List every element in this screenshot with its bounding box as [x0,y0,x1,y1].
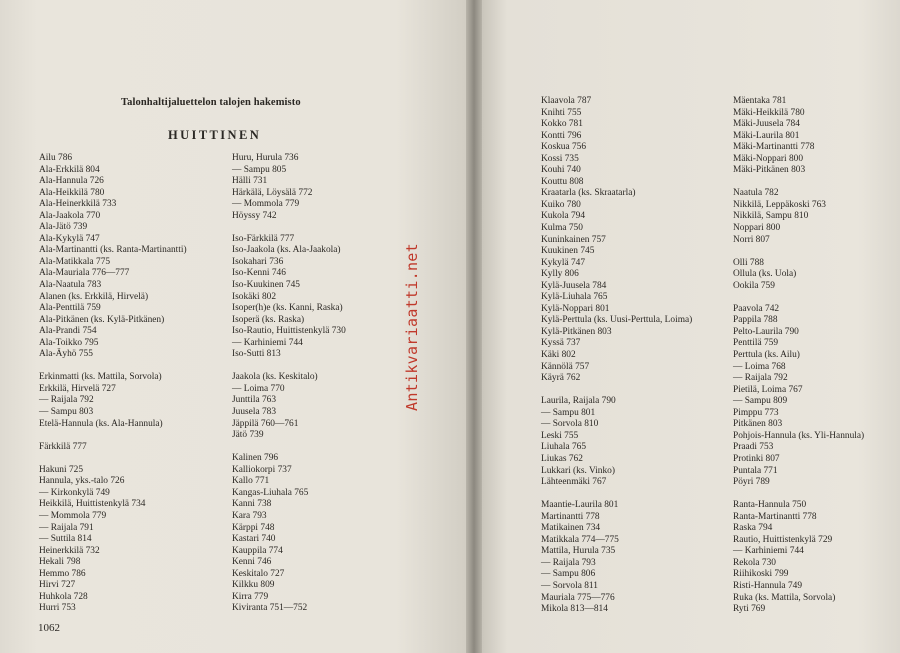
index-entry: Kontti 796 [541,130,582,141]
index-entry: Kylä-Juusela 784 [541,280,607,291]
watermark: Antikvariaatti.net [403,243,421,411]
index-entry: Klaavola 787 [541,96,592,106]
index-entry: Kauppila 774 [232,545,283,556]
book-gutter [466,0,482,653]
index-entry: Ala-Toikko 795 [39,337,99,348]
index-entry: Ruka (ks. Mattila, Sorvola) [733,592,836,603]
index-entry: Kyssä 737 [541,338,581,349]
index-entry: Ala-Erkkilä 804 [39,164,100,175]
index-entry: Isokäki 802 [232,291,277,302]
index-entry: Mäki-Martinantti 778 [733,142,815,153]
index-entry: Kylä-Perttula (ks. Uusi-Perttula, Loima) [541,315,693,326]
index-entry: Etelä-Hannula (ks. Ala-Hannula) [39,418,163,429]
index-entry: Kossi 735 [541,153,579,164]
index-entry: — Loima 768 [733,361,786,372]
index-entry: Mauriala 775—776 [541,592,615,603]
index-entry: — Mommola 779 [39,510,107,521]
index-entry: Mäki-Noppari 800 [733,153,804,164]
index-entry: Kokko 781 [541,119,583,130]
index-entry: — Sampu 801 [541,407,596,418]
index-entry: Ala-Penttilä 759 [39,303,101,314]
entry-gap [733,177,864,189]
index-entry: Nikkilä, Leppäkoski 763 [733,199,826,210]
entry-gap [733,292,864,304]
index-entry: Kastari 740 [232,534,276,545]
index-entry: Knihti 755 [541,107,582,118]
index-entry: Erkkilä, Hirvelä 727 [39,383,116,394]
index-entry: Mikola 813—814 [541,604,608,615]
index-entry: Ala-Prandi 754 [39,326,97,337]
index-entry: Kraatarla (ks. Skraatarla) [541,188,636,199]
index-entry: Pietilä, Loima 767 [733,384,803,395]
index-entry: Ollula (ks. Uola) [733,269,797,280]
index-entry: Ala-Matikkala 775 [39,256,111,267]
index-entry: Ala-Äyhö 755 [39,349,93,360]
index-entry: Käyrä 762 [541,373,581,384]
index-entry: Huru, Hurula 736 [232,153,299,163]
index-entry: Koskua 756 [541,142,587,153]
index-entry: Kuninkainen 757 [541,234,606,245]
index-entry: Iso-Kenni 746 [232,268,286,279]
index-entry: Ala-Heikkilä 780 [39,187,105,198]
index-entry: Olli 788 [733,257,764,268]
index-entry: Hannula, yks.-talo 726 [39,476,125,487]
index-entry: Kalliokorpi 737 [232,464,292,475]
index-entry: Iso-Sutti 813 [232,349,281,360]
index-entry: Kukola 794 [541,211,586,222]
index-entry: Iso-Kuukinen 745 [232,280,300,291]
index-entry: Ala-Hannula 726 [39,176,104,187]
index-entry: Kärppi 748 [232,522,275,533]
index-entry: Kylä-Noppari 801 [541,303,610,314]
index-entry: Ala-Pitkänen (ks. Kylä-Pitkänen) [39,314,165,325]
index-entry: Isoperä (ks. Raska) [232,314,305,325]
index-entry: — Sampu 805 [232,164,287,175]
index-entry: Noppari 800 [733,223,781,234]
index-entry: — Karhiniemi 744 [733,546,804,557]
section-heading: HUITTINEN [168,128,262,142]
index-entry: Protinki 807 [733,453,780,464]
index-entry: Jäppilä 760—761 [232,418,299,429]
index-entry: Ailu 786 [39,153,73,163]
index-entry: Nikkilä, Sampu 810 [733,211,809,222]
index-entry: Isoper(h)e (ks. Kanni, Raska) [232,303,343,314]
index-entry: Ala-Mauriala 776—777 [39,268,130,279]
index-entry: Hurri 753 [39,603,76,614]
index-entry: — Loima 770 [232,383,285,394]
index-entry: Jätö 739 [232,430,264,441]
right-page [482,0,900,653]
index-entry: Lukkari (ks. Vinko) [541,465,615,476]
index-entry: — Kirkonkylä 749 [39,487,110,498]
index-entry: Hekali 798 [39,557,81,568]
index-entry: Ala-Jaakola 770 [39,210,101,221]
index-entry: Kännölä 757 [541,361,590,372]
index-column-left-1 [39,153,187,615]
index-entry: Iso-Färkkilä 777 [232,233,295,244]
index-entry: Ranta-Martinantti 778 [733,511,817,522]
entry-gap [541,385,692,397]
index-entry: — Sampu 806 [541,569,596,580]
index-entry: Färkkilä 777 [39,441,87,452]
index-entry: Rekola 730 [733,557,776,568]
index-entry: Huhkola 728 [39,591,88,602]
index-entry: Juusela 783 [232,407,277,418]
index-entry: Ala-Kykylä 747 [39,233,100,244]
index-entry: Matikainen 734 [541,523,601,534]
index-entry: Pimppu 773 [733,407,779,418]
index-entry: — Sorvola 811 [541,580,598,591]
index-entry: Kouhi 740 [541,165,581,176]
index-entry: Mäki-Laurila 801 [733,130,800,141]
index-entry: Hakuni 725 [39,464,84,475]
index-entry: — Karhiniemi 744 [232,337,303,348]
index-entry: Riihikoski 799 [733,569,789,580]
index-entry: Pappila 788 [733,315,778,326]
index-entry: Kylä-Pitkänen 803 [541,326,612,337]
index-entry: Hirvi 727 [39,580,76,591]
index-entry: Keskitalo 727 [232,568,285,579]
index-entry: Kykylä 747 [541,257,586,268]
page-number: 1062 [38,622,60,634]
index-entry: Ookila 759 [733,280,775,291]
index-column-left-2 [232,153,346,615]
index-column-right-1 [541,96,692,616]
index-entry: Matikkala 774—775 [541,534,619,545]
index-entry: Liuhala 765 [541,442,587,453]
entry-gap [39,361,187,373]
index-entry: — Suttila 814 [39,534,92,545]
index-entry: Lähteenmäki 767 [541,477,607,488]
index-entry: Heinerkkilä 732 [39,545,100,556]
entry-gap [232,442,346,454]
index-entry: Heikkilä, Huittistenkylä 734 [39,499,146,510]
index-entry: — Raijala 791 [39,522,94,533]
index-column-right-2 [733,96,864,616]
index-entry: — Sorvola 810 [541,419,599,430]
index-entry: Kulma 750 [541,223,583,234]
index-entry: Isokahari 736 [232,256,284,267]
index-entry: Kenni 746 [232,557,272,568]
index-entry: Kanni 738 [232,499,272,510]
index-entry: Iso-Rautio, Huittistenkylä 730 [232,326,346,337]
index-entry: Erkinmatti (ks. Mattila, Sorvola) [39,372,162,383]
index-entry: — Sampu 809 [733,396,788,407]
index-entry: Penttilä 759 [733,338,779,349]
index-entry: Naatula 782 [733,188,779,199]
index-entry: Kallo 771 [232,476,270,487]
index-entry: — Raijala 792 [733,373,788,384]
index-entry: Hemmo 786 [39,568,86,579]
index-entry: Norri 807 [733,234,770,245]
entry-gap [541,489,692,501]
index-entry: Ala-Naatula 783 [39,280,102,291]
index-entry: Praadi 753 [733,442,774,453]
index-entry: Käki 802 [541,350,576,361]
entry-gap [733,246,864,258]
index-entry: Raska 794 [733,523,773,534]
entry-gap [232,222,346,234]
index-entry: Laurila, Raijala 790 [541,396,616,407]
index-entry: Mäki-Juusela 784 [733,119,800,130]
entry-gap [39,430,187,442]
index-entry: Hälli 731 [232,176,268,187]
index-entry: Kuukinen 745 [541,246,595,257]
index-entry: Martinantti 778 [541,511,600,522]
index-entry: Kilkku 809 [232,580,275,591]
index-entry: Kuiko 780 [541,199,581,210]
index-entry: Pohjois-Hannula (ks. Yli-Hannula) [733,430,865,441]
entry-gap [39,453,187,465]
index-entry: — Raijala 793 [541,557,596,568]
index-entry: Ala-Heinerkkilä 733 [39,199,117,210]
index-entry: Mäki-Pitkänen 803 [733,165,806,176]
index-entry: Kalinen 796 [232,453,279,464]
page-title: Talonhaltijaluettelon talojen hakemisto [121,97,301,108]
index-entry: Leski 755 [541,430,579,441]
entry-gap [232,361,346,373]
index-entry: Iso-Jaakola (ks. Ala-Jaakola) [232,245,341,256]
index-entry: Ranta-Hannula 750 [733,500,807,511]
index-entry: Junttila 763 [232,395,277,406]
index-entry: Paavola 742 [733,303,780,314]
index-entry: — Mommola 779 [232,199,300,210]
index-entry: Rautio, Huittistenkylä 729 [733,534,833,545]
index-entry: Mäki-Heikkilä 780 [733,107,805,118]
index-entry: Pelto-Laurila 790 [733,326,799,337]
index-entry: Kylä-Liuhala 765 [541,292,608,303]
index-entry: Höyssy 742 [232,210,277,221]
index-entry: Risti-Hannula 749 [733,580,803,591]
index-entry: Pitkänen 803 [733,419,783,430]
index-entry: Perttula (ks. Ailu) [733,350,800,361]
index-entry: Mattila, Hurula 735 [541,546,616,557]
index-entry: Jaakola (ks. Keskitalo) [232,372,318,383]
index-entry: Maantie-Laurila 801 [541,500,619,511]
index-entry: Mäentaka 781 [733,96,787,106]
index-entry: Kangas-Liuhala 765 [232,487,309,498]
index-entry: Kirra 779 [232,591,269,602]
index-entry: Ala-Martinantti (ks. Ranta-Martinantti) [39,245,187,256]
index-entry: Kiviranta 751—752 [232,603,308,614]
index-entry: Alanen (ks. Erkkilä, Hirvelä) [39,291,149,302]
entry-gap [733,489,864,501]
index-entry: Härkälä, Löysälä 772 [232,187,313,198]
index-entry: Ryti 769 [733,604,766,615]
index-entry: Kara 793 [232,510,267,521]
index-entry: Pöyri 789 [733,477,770,488]
index-entry: Ala-Jätö 739 [39,222,88,233]
index-entry: — Sampu 803 [39,407,94,418]
index-entry: Kouttu 808 [541,176,584,187]
index-entry: — Raijala 792 [39,395,94,406]
index-entry: Liukas 762 [541,453,583,464]
index-entry: Puntala 771 [733,465,778,476]
index-entry: Kylly 806 [541,269,579,280]
